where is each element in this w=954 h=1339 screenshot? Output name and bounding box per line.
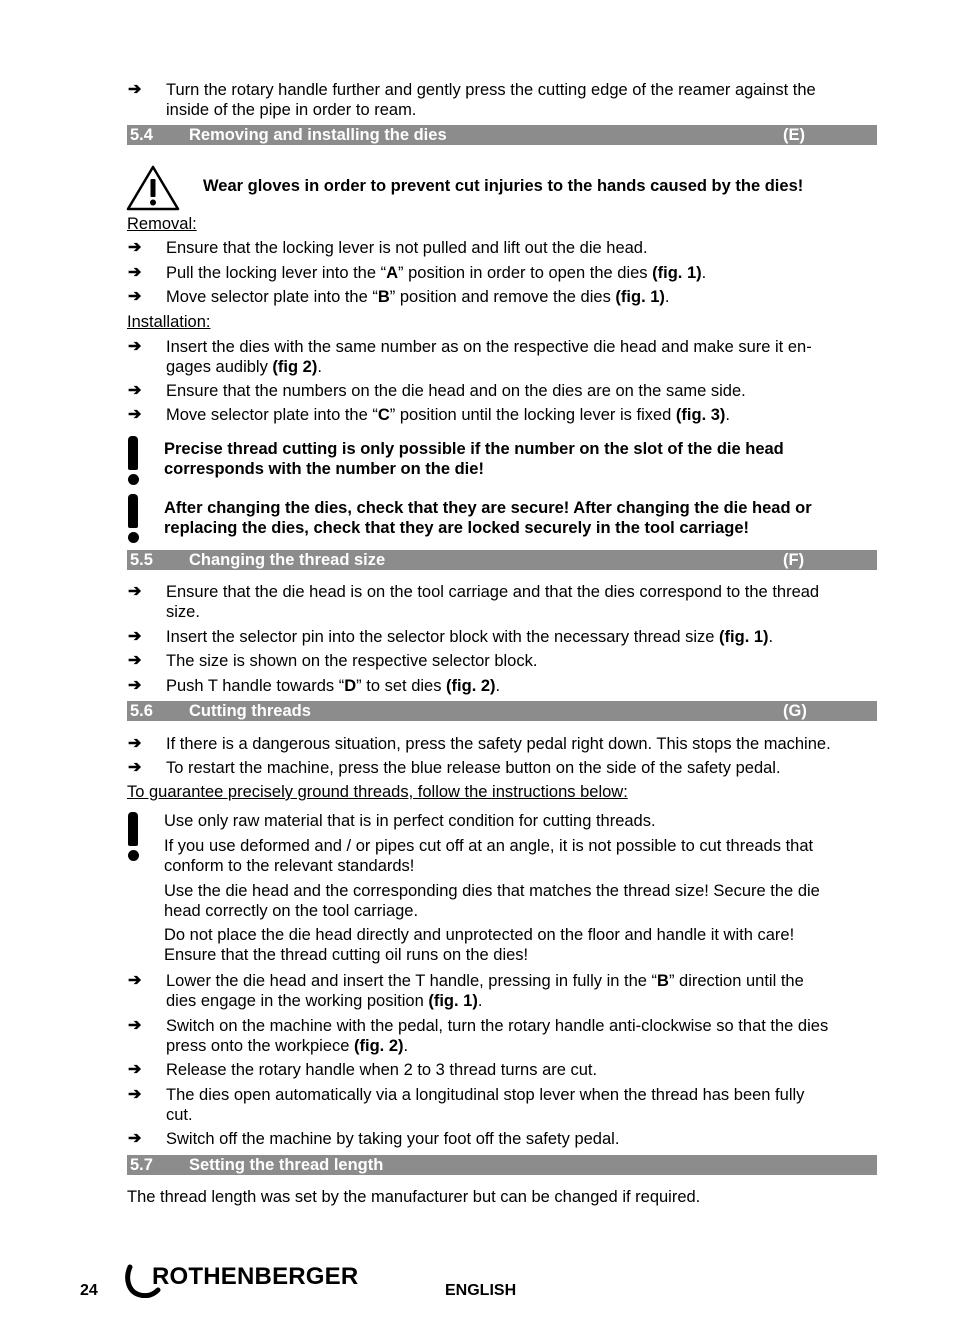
arrow-bullet-icon: ➔ [128, 338, 142, 355]
section-header-5-7 [127, 1155, 877, 1175]
removal-heading: Removal: [127, 215, 197, 233]
page-number: 24 [80, 1282, 98, 1299]
section-number: 5.5 [130, 551, 153, 569]
arrow-bullet-icon: ➔ [128, 583, 142, 600]
body-text: The thread length was set by the manufacturer but can be changed if required. [127, 1188, 701, 1206]
section-title: Cutting threads [189, 702, 311, 720]
section-figure-ref: (G) [783, 702, 807, 720]
exclamation-icon [126, 436, 140, 485]
arrow-bullet-icon: ➔ [128, 81, 142, 98]
list-item: Pull the locking lever into the “A” position in order to open the dies (fig. 1). [166, 264, 707, 282]
warning-text: Wear gloves in order to prevent cut injuries to the hands caused by the dies! [203, 177, 804, 195]
guarantee-heading: To guarantee precisely ground threads, follow the instructions below: [127, 783, 628, 801]
list-item: To restart the machine, press the blue release button on the side of the safety pedal. [166, 759, 781, 777]
list-item [166, 80, 878, 120]
arrow-bullet-icon: ➔ [128, 677, 142, 694]
section-number: 5.4 [130, 126, 153, 144]
section-figure-ref: (E) [783, 126, 805, 144]
section-figure-ref: (F) [783, 551, 805, 569]
arrow-bullet-icon: ➔ [128, 759, 142, 776]
arrow-bullet-icon: ➔ [128, 735, 142, 752]
list-item: If there is a dangerous situation, press the safety pedal right down. This stops the machine. [166, 735, 831, 753]
note-text: Do not place the die head directly and unprotected on the floor and handle it with care! Ensure that the thread cutting oil runs on the dies! [164, 926, 795, 964]
list-item: The size is shown on the respective selector block. [166, 652, 538, 670]
note-text: Use only raw material that is in perfect condition for cutting threads. [164, 812, 656, 830]
list-item: Release the rotary handle when 2 to 3 thread turns are cut. [166, 1061, 598, 1079]
list-item: Switch off the machine by taking your foot off the safety pedal. [166, 1130, 620, 1148]
arrow-bullet-icon: ➔ [128, 1086, 142, 1103]
brand-logo: ROTHENBERGER [152, 1263, 359, 1290]
note-text: If you use deformed and / or pipes cut off at an angle, it is not possible to cut threads that conform to the relevant standards! [164, 837, 814, 875]
important-note: After changing the dies, check that they are secure! After changing the die head or replacing the dies, check that they are locked securely in the tool carriage! [164, 499, 812, 537]
section-title: Removing and installing the dies [189, 126, 447, 144]
exclamation-icon [126, 494, 140, 543]
section-header-5-4 [127, 125, 877, 145]
list-item: Lower the die head and insert the T handle, pressing in fully in the “B” direction until the dies engage in the working position (fig. 1). [166, 972, 804, 1010]
list-item: The dies open automatically via a longitudinal stop lever when the thread has been fully cut. [166, 1086, 805, 1124]
list-item: Switch on the machine with the pedal, turn the rotary handle anti-clockwise so that the dies press onto the workpiece (fig. 2). [166, 1017, 829, 1055]
list-item: Push T handle towards “D” to set dies (fig. 2). [166, 677, 501, 695]
arrow-bullet-icon: ➔ [128, 288, 142, 305]
arrow-bullet-icon: ➔ [128, 406, 142, 423]
exclamation-icon [126, 812, 140, 861]
arrow-bullet-icon: ➔ [128, 1061, 142, 1078]
section-number: 5.7 [130, 1156, 153, 1174]
section-title: Changing the thread size [189, 551, 386, 569]
list-item: Move selector plate into the “C” position until the locking lever is fixed (fig. 3). [166, 406, 731, 424]
arrow-bullet-icon: ➔ [128, 239, 142, 256]
important-note: Precise thread cutting is only possible if the number on the slot of the die head corresponds with the number on the die! [164, 440, 784, 478]
text-line: inside of the pipe in order to ream. [166, 101, 417, 119]
arrow-bullet-icon: ➔ [128, 1017, 142, 1034]
arrow-bullet-icon: ➔ [128, 264, 142, 281]
section-title: Setting the thread length [189, 1156, 384, 1174]
language-label: ENGLISH [445, 1282, 517, 1299]
arrow-bullet-icon: ➔ [128, 652, 142, 669]
arrow-bullet-icon: ➔ [128, 628, 142, 645]
warning-triangle-icon [126, 165, 180, 211]
list-item: Insert the selector pin into the selector block with the necessary thread size (fig. 1). [166, 628, 774, 646]
list-item: Insert the dies with the same number as on the respective die head and make sure it en- gages audibly (fig 2). [166, 338, 812, 376]
section-header-5-5 [127, 550, 877, 570]
text-line: Turn the rotary handle further and gently press the cutting edge of the reamer against the [166, 81, 816, 99]
list-item: Ensure that the numbers on the die head and on the dies are on the same side. [166, 382, 746, 400]
list-item: Ensure that the locking lever is not pulled and lift out the die head. [166, 239, 648, 257]
list-item: Move selector plate into the “B” position and remove the dies (fig. 1). [166, 288, 670, 306]
arrow-bullet-icon: ➔ [128, 382, 142, 399]
note-text: Use the die head and the corresponding dies that matches the thread size! Secure the die head correctly on the tool carriage. [164, 882, 820, 920]
arrow-bullet-icon: ➔ [128, 972, 142, 989]
installation-heading: Installation: [127, 313, 211, 331]
list-item: Ensure that the die head is on the tool carriage and that the dies correspond to the thread size. [166, 583, 820, 621]
section-header-5-6 [127, 701, 877, 721]
section-number: 5.6 [130, 702, 153, 720]
arrow-bullet-icon: ➔ [128, 1130, 142, 1147]
